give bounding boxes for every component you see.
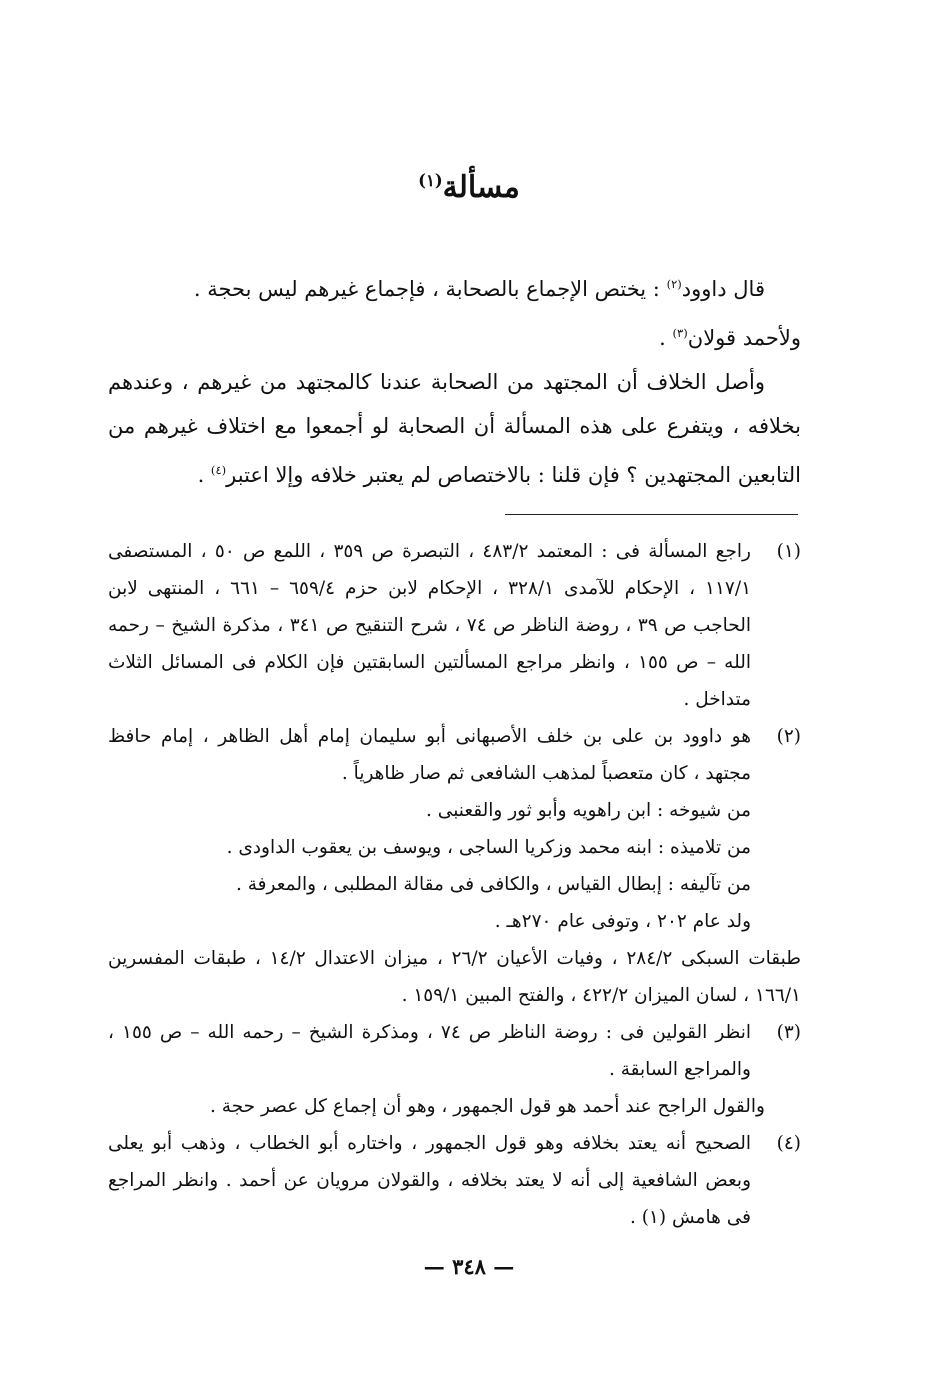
title-text: مسألة — [442, 170, 520, 205]
title-footnote-ref[interactable]: (١) — [418, 171, 443, 190]
footnote-number: (٤) — [776, 1133, 801, 1154]
page-number: — ٣٤٨ — — [423, 1254, 515, 1279]
footnote-3 — [108, 1014, 801, 1088]
footnote-separator — [505, 514, 798, 515]
footnote-ref-4[interactable]: (٤) — [210, 463, 227, 477]
footnote-3-extra: والقول الراجح عند أحمد هو قول الجمهور ، وهو أن إجماع كل عصر حجة . — [210, 1096, 765, 1117]
main-text — [108, 262, 801, 497]
footnote-ref-2[interactable]: (٢) — [666, 277, 682, 291]
footnote-2 — [108, 718, 801, 940]
footnote-ref-3[interactable]: (٣) — [672, 326, 688, 340]
footnote-2-sources: طبقات السبكى ٢٨٤/٢ ، وفيات الأعيان ٢٦/٢ ، ميزان الاعتدال ١٤/٢ ، طبقات المفسرين ١٦٦/١ ، لسان الميزان ٤٢٢/٢ ، والفتح المبين ١٥٩/١ . — [108, 948, 801, 1006]
footnote-number: (٢) — [776, 726, 801, 747]
footnote-works: من تآليفه : إبطال القياس ، والكافى فى مقالة المطلبى ، والمعرفة . — [235, 874, 751, 895]
paragraph-origin: وأصل الخلاف أن المجتهد من الصحابة عندنا كالمجتهد من غيرهم ، وعندهم بخلافه ، ويتفرع على هذه المسألة أن الصحابة لو أجمعوا مع اختلاف غيرهم من التابعين المجتهدين ؟ فإن قلنا : بالاختصاص لم يعتبر خلافه وإلا اعتبر$^{(٤)}$ . — [108, 370, 801, 487]
footnote-number: (١) — [776, 541, 801, 562]
footnote-text: انظر القولين فى : روضة الناظر ص ٧٤ ، ومذكرة الشيخ – رحمه الله – ص ١٥٥ ، والمراجع السابقة . — [108, 1022, 751, 1080]
footnote-number: (٣) — [776, 1022, 801, 1043]
footnote-dates: ولد عام ٢٠٢ ، وتوفى عام ٢٧٠هـ . — [494, 911, 751, 932]
footnotes — [108, 533, 801, 1236]
paragraph-dawud: قال داوود$^{(٢)}$ : يختص الإجماع بالصحابة ، فإجماع غيرهم ليس بحجة . — [193, 277, 765, 301]
footnote-text: راجع المسألة فى : المعتمد ٤٨٣/٢ ، التبصرة ص ٣٥٩ ، اللمع ص ٥٠ ، المستصفى ١١٧/١ ، الإحكام للآمدى ٣٢٨/١ ، الإحكام لابن حزم ٦٥٩/٤ – ٦٦١ ، المنتهى لابن الحاجب ص ٣٩ ، روضة الناظر ص ٧٤ ، شرح التنقيح ص ٣٤١ ، مذكرة الشيخ – رحمه الله – ص ١٥٥ ، وانظر مراجع المسألتين السابقتين فإن الكلام فى المسائل الثلاث متداخل . — [108, 541, 752, 710]
footnote-students: من تلاميذه : ابنه محمد وزكريا الساجى ، ويوسف بن يعقوب الداودى . — [226, 837, 751, 858]
footnote-text: الصحيح أنه يعتد بخلافه وهو قول الجمهور ، واختاره أبو الخطاب ، وذهب أبو يعلى وبعض الشافعية إلى أنه لا يعتد بخلافه ، والقولان مرويان عن أحمد . وانظر المراجع فى هامش (١) . — [108, 1133, 751, 1228]
footnote-text: هو داوود بن على بن خلف الأصبهانى أبو سليمان إمام أهل الظاهر ، إمام حافظ مجتهد ، كان متعصباً لمذهب الشافعى ثم صار ظاهرياً . — [108, 726, 751, 784]
footnote-4 — [108, 1125, 801, 1236]
footnote-1 — [108, 533, 801, 718]
footnote-teachers: من شيوخه : ابن راهويه وأبو ثور والقعنبى . — [426, 800, 751, 821]
section-title — [0, 170, 938, 205]
paragraph-ahmad: ولأحمد قولان$^{(٣)}$ . — [659, 326, 801, 350]
